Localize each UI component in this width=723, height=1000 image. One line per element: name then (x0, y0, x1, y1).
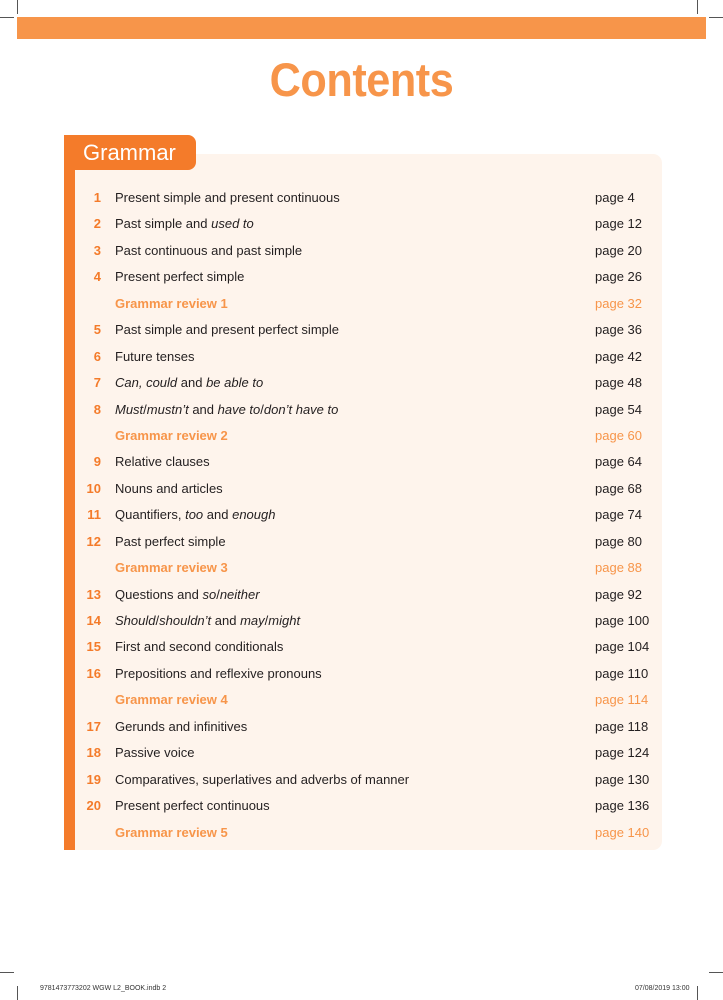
unit-title (115, 608, 300, 634)
header-bar (17, 17, 706, 39)
unit-row (0, 344, 723, 370)
unit-number: 3 (93, 242, 101, 258)
unit-title (115, 661, 322, 687)
page-reference: page 80 (595, 533, 642, 549)
crop-mark (709, 972, 723, 973)
page-reference: page 26 (595, 269, 642, 285)
page-reference: page 48 (595, 375, 642, 391)
review-title (115, 555, 228, 581)
title-segment: shouldn’t (159, 613, 212, 628)
unit-row (0, 397, 723, 423)
review-title (115, 291, 228, 317)
unit-number: 12 (86, 533, 101, 549)
page-reference: page 42 (595, 348, 642, 364)
crop-mark (697, 986, 698, 1000)
page-reference: page 64 (595, 454, 642, 470)
section-heading: Grammar (64, 135, 196, 170)
title-segment: Present perfect continuous (115, 798, 270, 814)
title-segment: Grammar review 2 (115, 427, 228, 443)
title-segment: Passive voice (115, 745, 195, 761)
title-segment: and (211, 613, 241, 628)
title-segment: Prepositions and reflexive pronouns (115, 665, 322, 681)
page-reference: page 32 (595, 295, 642, 311)
page-reference: page 114 (595, 692, 649, 708)
title-segment: Gerunds and infinitives (115, 718, 248, 734)
page-reference: page 130 (595, 771, 650, 787)
page-reference: page 124 (595, 745, 650, 761)
unit-number: 19 (86, 771, 101, 787)
unit-row (0, 740, 723, 766)
page-reference: page 100 (595, 613, 650, 628)
title-segment: / (260, 401, 264, 417)
page-reference: page 88 (595, 560, 642, 576)
title-segment: Quantifiers, (115, 507, 186, 523)
title-segment: have to (217, 401, 261, 417)
title-segment: / (264, 613, 269, 628)
crop-mark (0, 17, 14, 18)
title-segment: and (177, 375, 207, 391)
title-segment: Grammar review 4 (115, 692, 228, 708)
unit-number: 5 (93, 322, 101, 338)
unit-row (0, 661, 723, 687)
title-segment: Questions and (115, 586, 203, 602)
page-reference: page 104 (595, 639, 650, 655)
unit-row (0, 264, 723, 290)
review-row (0, 687, 723, 713)
unit-row (0, 529, 723, 555)
crop-mark (17, 986, 18, 1000)
unit-row (0, 185, 723, 211)
title-segment: First and second conditionals (115, 639, 284, 655)
page-reference: page 140 (595, 824, 650, 840)
title-segment: Grammar review 5 (115, 824, 228, 840)
page-reference: page 110 (595, 665, 649, 681)
title-segment: Comparatives, superlatives and adverbs of manner (115, 771, 410, 787)
unit-number: 20 (86, 798, 101, 814)
title-segment: Present perfect simple (115, 269, 245, 285)
page-reference: page 92 (595, 586, 642, 602)
unit-title (115, 502, 275, 528)
unit-number: 10 (86, 480, 101, 496)
unit-number: 4 (93, 269, 101, 285)
title-segment: / (155, 613, 160, 628)
page-reference: page 74 (595, 507, 642, 523)
unit-number: 1 (93, 190, 101, 205)
unit-number: 16 (86, 665, 101, 681)
title-segment: Should (115, 613, 156, 628)
unit-row (0, 634, 723, 660)
review-title (115, 820, 228, 846)
title-segment: Past simple and (115, 216, 212, 232)
review-row (0, 555, 723, 581)
page-reference: page 12 (595, 216, 642, 232)
unit-row (0, 317, 723, 343)
unit-title (115, 449, 210, 475)
title-segment: neither (219, 586, 260, 602)
crop-mark (697, 0, 698, 14)
review-title (115, 687, 228, 713)
unit-number: 6 (93, 348, 101, 364)
crop-mark (0, 972, 14, 973)
contents-list (0, 185, 723, 846)
unit-title (115, 793, 270, 819)
unit-title (115, 185, 340, 211)
unit-row (0, 714, 723, 740)
unit-number: 17 (86, 718, 101, 734)
title-segment: Past perfect simple (115, 533, 226, 549)
title-segment: enough (232, 507, 276, 523)
unit-row (0, 238, 723, 264)
unit-title (115, 344, 195, 370)
unit-title (115, 582, 260, 608)
title-segment: be able to (206, 375, 264, 391)
page-title: Contents (269, 53, 454, 106)
title-segment: mustn’t (146, 401, 189, 417)
unit-title (115, 211, 254, 237)
crop-mark (17, 0, 18, 14)
title-segment: and (203, 507, 233, 523)
review-title (115, 423, 228, 449)
unit-title (115, 397, 338, 423)
unit-title (115, 264, 244, 290)
unit-row (0, 608, 723, 634)
title-segment: and (188, 401, 218, 417)
title-segment: Grammar review 3 (115, 560, 228, 576)
unit-number: 2 (93, 216, 101, 232)
unit-title (115, 740, 194, 766)
title-segment: Nouns and articles (115, 480, 223, 496)
title-segment: / (143, 401, 147, 417)
title-segment: Past continuous and past simple (115, 242, 303, 258)
review-row (0, 820, 723, 846)
page-reference: page 60 (595, 427, 642, 443)
unit-row (0, 370, 723, 396)
title-segment: too (185, 507, 204, 523)
unit-row (0, 793, 723, 819)
unit-number: 9 (93, 454, 101, 470)
page-reference: page 20 (595, 242, 642, 258)
unit-row (0, 211, 723, 237)
review-row (0, 291, 723, 317)
title-segment: Future tenses (115, 348, 195, 364)
title-segment: / (216, 586, 220, 602)
page-reference: page 54 (595, 401, 642, 417)
title-segment: don’t have to (263, 401, 339, 417)
unit-number: 18 (86, 745, 101, 761)
title-segment: may (240, 613, 265, 628)
unit-number: 14 (86, 613, 101, 628)
unit-number: 15 (86, 639, 101, 655)
title-segment: so (202, 586, 217, 602)
unit-row (0, 476, 723, 502)
page-reference: page 118 (595, 718, 649, 734)
unit-row (0, 767, 723, 793)
footer-timestamp: 07/08/2019 13:00 (635, 985, 690, 992)
unit-number: 11 (87, 507, 101, 523)
unit-title (115, 317, 339, 343)
unit-row (0, 449, 723, 475)
unit-number: 8 (93, 401, 101, 417)
unit-title (115, 634, 283, 660)
unit-row (0, 582, 723, 608)
title-segment: Must (115, 401, 144, 417)
title-segment: Can, could (115, 375, 178, 391)
unit-number: 13 (86, 586, 101, 602)
page-reference: page 4 (595, 190, 635, 205)
title-segment: Grammar review 1 (115, 295, 228, 311)
title-segment: Past simple and present perfect simple (115, 322, 339, 338)
crop-mark (709, 17, 723, 18)
unit-title (115, 714, 247, 740)
unit-title (115, 476, 223, 502)
unit-title (115, 529, 226, 555)
title-segment: Present simple and present continuous (115, 190, 340, 205)
title-segment: used to (211, 216, 254, 232)
footer-file-info: 9781473773202 WGW L2_BOOK.indb 2 (40, 985, 167, 992)
page-reference: page 36 (595, 322, 642, 338)
title-segment: Relative clauses (115, 454, 210, 470)
unit-title (115, 767, 409, 793)
page-reference: page 136 (595, 798, 650, 814)
review-row (0, 423, 723, 449)
page-reference: page 68 (595, 480, 642, 496)
unit-row (0, 502, 723, 528)
unit-title (115, 370, 263, 396)
title-segment: might (268, 613, 301, 628)
unit-title (115, 238, 302, 264)
unit-number: 7 (93, 375, 101, 391)
